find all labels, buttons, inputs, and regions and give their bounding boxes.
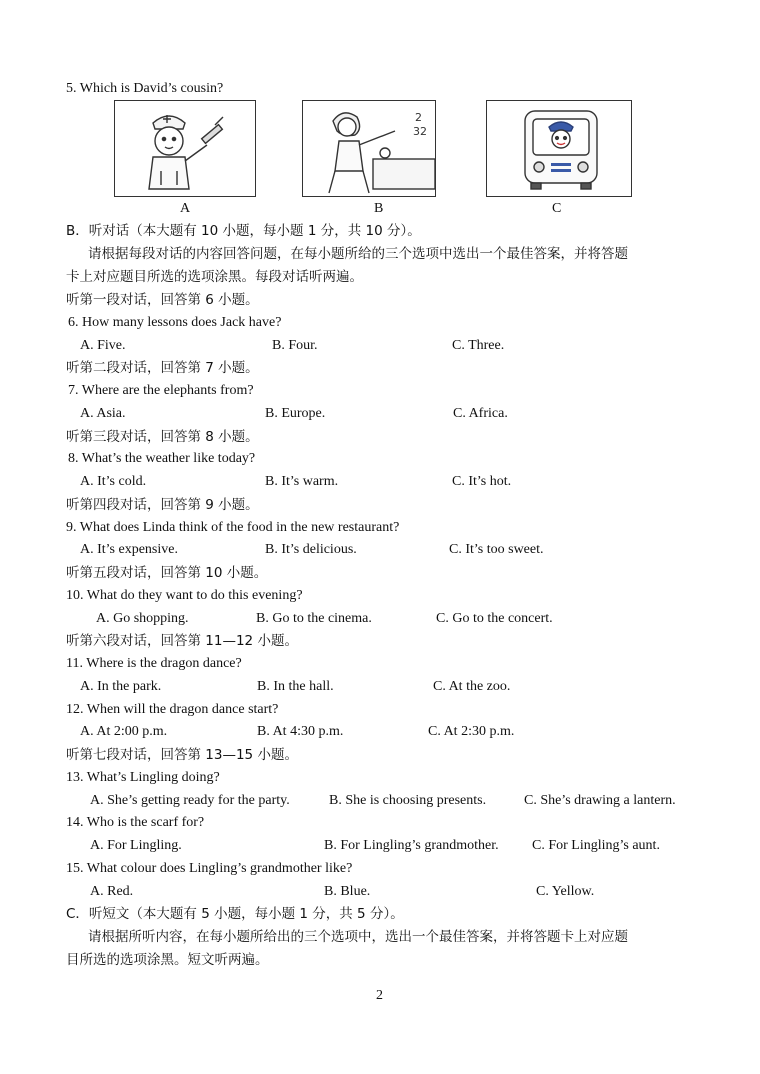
section-c-instruction-line2: 目所选的选项涂黑。短文听两遍。 xyxy=(66,952,269,968)
option-c: C. It’s hot. xyxy=(452,474,512,489)
option-c: C. Three. xyxy=(452,338,505,353)
question-text: 12. When will the dragon dance start? xyxy=(66,702,279,717)
dialogue-instruction: 听第七段对话，回答第 13—15 小题。 xyxy=(66,747,298,763)
option-a: A. Red. xyxy=(90,884,134,899)
dialogue-instruction: 听第一段对话，回答第 6 小题。 xyxy=(66,292,259,308)
option-b: B. For Lingling’s grandmother. xyxy=(324,838,499,853)
option-b: B. Go to the cinema. xyxy=(256,611,372,626)
caption-c: C xyxy=(552,201,562,216)
bus-driver-illustration xyxy=(487,101,631,196)
svg-text:32: 32 xyxy=(413,125,427,138)
option-b: B. At 4:30 p.m. xyxy=(257,724,344,739)
option-b: B. She is choosing presents. xyxy=(329,793,487,808)
question-5: 5. Which is David’s cousin? xyxy=(66,81,224,96)
option-b: B. Four. xyxy=(272,338,318,353)
option-a: A. For Lingling. xyxy=(90,838,182,853)
question-text: 6. How many lessons does Jack have? xyxy=(68,315,282,330)
teacher-illustration xyxy=(303,101,435,196)
option-b: B. Blue. xyxy=(324,884,371,899)
page-number: 2 xyxy=(376,988,383,1003)
question-text: 7. Where are the elephants from? xyxy=(68,383,254,398)
question-text: 11. Where is the dragon dance? xyxy=(66,656,242,671)
nurse-illustration xyxy=(115,101,255,196)
section-b-heading: B．听对话（本大题有 10 小题，每小题 1 分，共 10 分）。 xyxy=(66,223,421,239)
option-b: B. It’s warm. xyxy=(265,474,339,489)
option-c: C. Africa. xyxy=(453,406,508,421)
caption-b: B xyxy=(374,201,384,216)
option-a: A. Go shopping. xyxy=(96,611,189,626)
option-b: B. Europe. xyxy=(265,406,326,421)
section-b-instruction-line2: 卡上对应题目所选的选项涂黑。每段对话听两遍。 xyxy=(66,269,363,285)
section-c-heading: C．听短文（本大题有 5 小题，每小题 1 分，共 5 分）。 xyxy=(66,906,404,922)
question-text: 10. What do they want to do this evening? xyxy=(66,588,303,603)
option-c: C. Yellow. xyxy=(536,884,595,899)
option-b: B. In the hall. xyxy=(257,679,334,694)
picture-b-teacher xyxy=(302,100,436,197)
question-text: 9. What does Linda think of the food in the new restaurant? xyxy=(66,520,400,535)
option-a: A. Five. xyxy=(80,338,126,353)
option-c: C. At 2:30 p.m. xyxy=(428,724,515,739)
svg-text:2: 2 xyxy=(415,111,422,124)
option-b: B. It’s delicious. xyxy=(265,542,357,557)
option-c: C. For Lingling’s aunt. xyxy=(532,838,660,853)
option-a: A. It’s expensive. xyxy=(80,542,178,557)
dialogue-instruction: 听第五段对话，回答第 10 小题。 xyxy=(66,565,268,581)
picture-c-bus-driver xyxy=(486,100,632,197)
caption-a: A xyxy=(180,201,191,216)
dialogue-instruction: 听第四段对话，回答第 9 小题。 xyxy=(66,497,259,513)
picture-a-nurse xyxy=(114,100,256,197)
question-text: 15. What colour does Lingling’s grandmother like? xyxy=(66,861,353,876)
option-a: A. In the park. xyxy=(80,679,162,694)
option-c: C. She’s drawing a lantern. xyxy=(524,793,676,808)
section-c-instruction-line1: 请根据所听内容，在每小题所给出的三个选项中，选出一个最佳答案，并将答题卡上对应题 xyxy=(88,929,628,945)
option-a: A. It’s cold. xyxy=(80,474,147,489)
section-b-instruction-line1: 请根据每段对话的内容回答问题，在每小题所给的三个选项中选出一个最佳答案，并将答题 xyxy=(88,246,628,262)
option-c: C. At the zoo. xyxy=(433,679,511,694)
option-c: C. Go to the concert. xyxy=(436,611,553,626)
question-text: 13. What’s Lingling doing? xyxy=(66,770,220,785)
option-a: A. She’s getting ready for the party. xyxy=(90,793,290,808)
option-c: C. It’s too sweet. xyxy=(449,542,544,557)
dialogue-instruction: 听第三段对话，回答第 8 小题。 xyxy=(66,429,259,445)
question-text: 14. Who is the scarf for? xyxy=(66,815,205,830)
dialogue-instruction: 听第二段对话，回答第 7 小题。 xyxy=(66,360,259,376)
option-a: A. At 2:00 p.m. xyxy=(80,724,168,739)
option-a: A. Asia. xyxy=(80,406,126,421)
question-text: 8. What’s the weather like today? xyxy=(68,451,256,466)
dialogue-instruction: 听第六段对话，回答第 11—12 小题。 xyxy=(66,633,298,649)
